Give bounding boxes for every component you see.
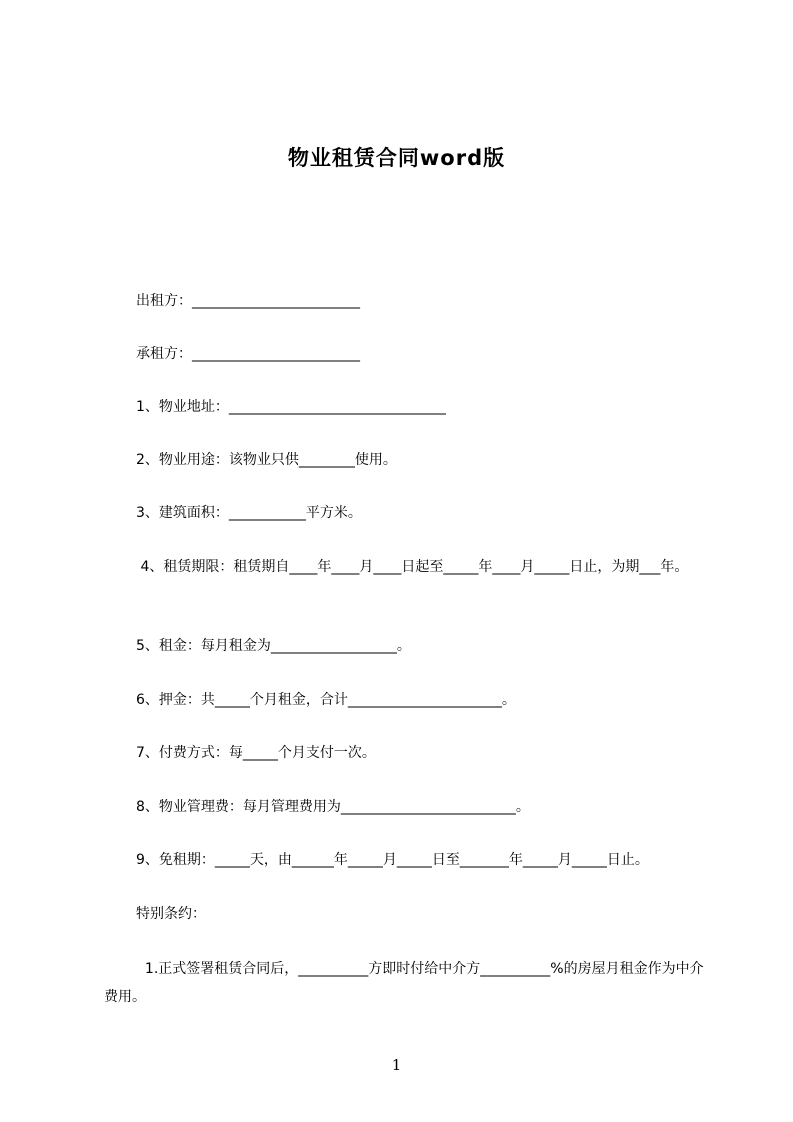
page-number: 1 <box>391 1056 402 1074</box>
clause-8-management-fee: 8、物业管理费：每月管理费用为_________________________。 <box>136 799 530 815</box>
clause-3-area: 3、建筑面积：___________平方米。 <box>136 505 362 521</box>
clause-4-lease-term: 4、租赁期限：租赁期自____年____月____日起至_____年____月_____日止，为期___年。 <box>136 559 689 575</box>
special-terms-heading: 特别条约： <box>136 906 206 922</box>
clause-2-usage: 2、物业用途：该物业只供________使用。 <box>136 452 397 468</box>
lessee-line: 承租方：________________________ <box>136 346 360 362</box>
clause-9-rent-free-period: 9、免租期：_____天，由______年_____月_____日至_______年_____月_____日止。 <box>136 852 649 868</box>
clause-6-deposit: 6、押金：共_____个月租金，合计______________________。 <box>136 692 516 708</box>
special-term-1: 1.正式签署租赁合同后，__________方即时付给中介方__________%的房屋月租金作为中介费用。 <box>104 961 704 1005</box>
clause-7-payment-method: 7、付费方式：每_____个月支付一次。 <box>136 745 376 761</box>
lessor-line: 出租方：________________________ <box>136 293 360 309</box>
document-title: 物业租赁合同word版 <box>287 146 506 170</box>
clause-5-rent: 5、租金：每月租金为__________________。 <box>136 638 411 654</box>
clause-1-address: 1、物业地址：_______________________________ <box>136 399 446 415</box>
